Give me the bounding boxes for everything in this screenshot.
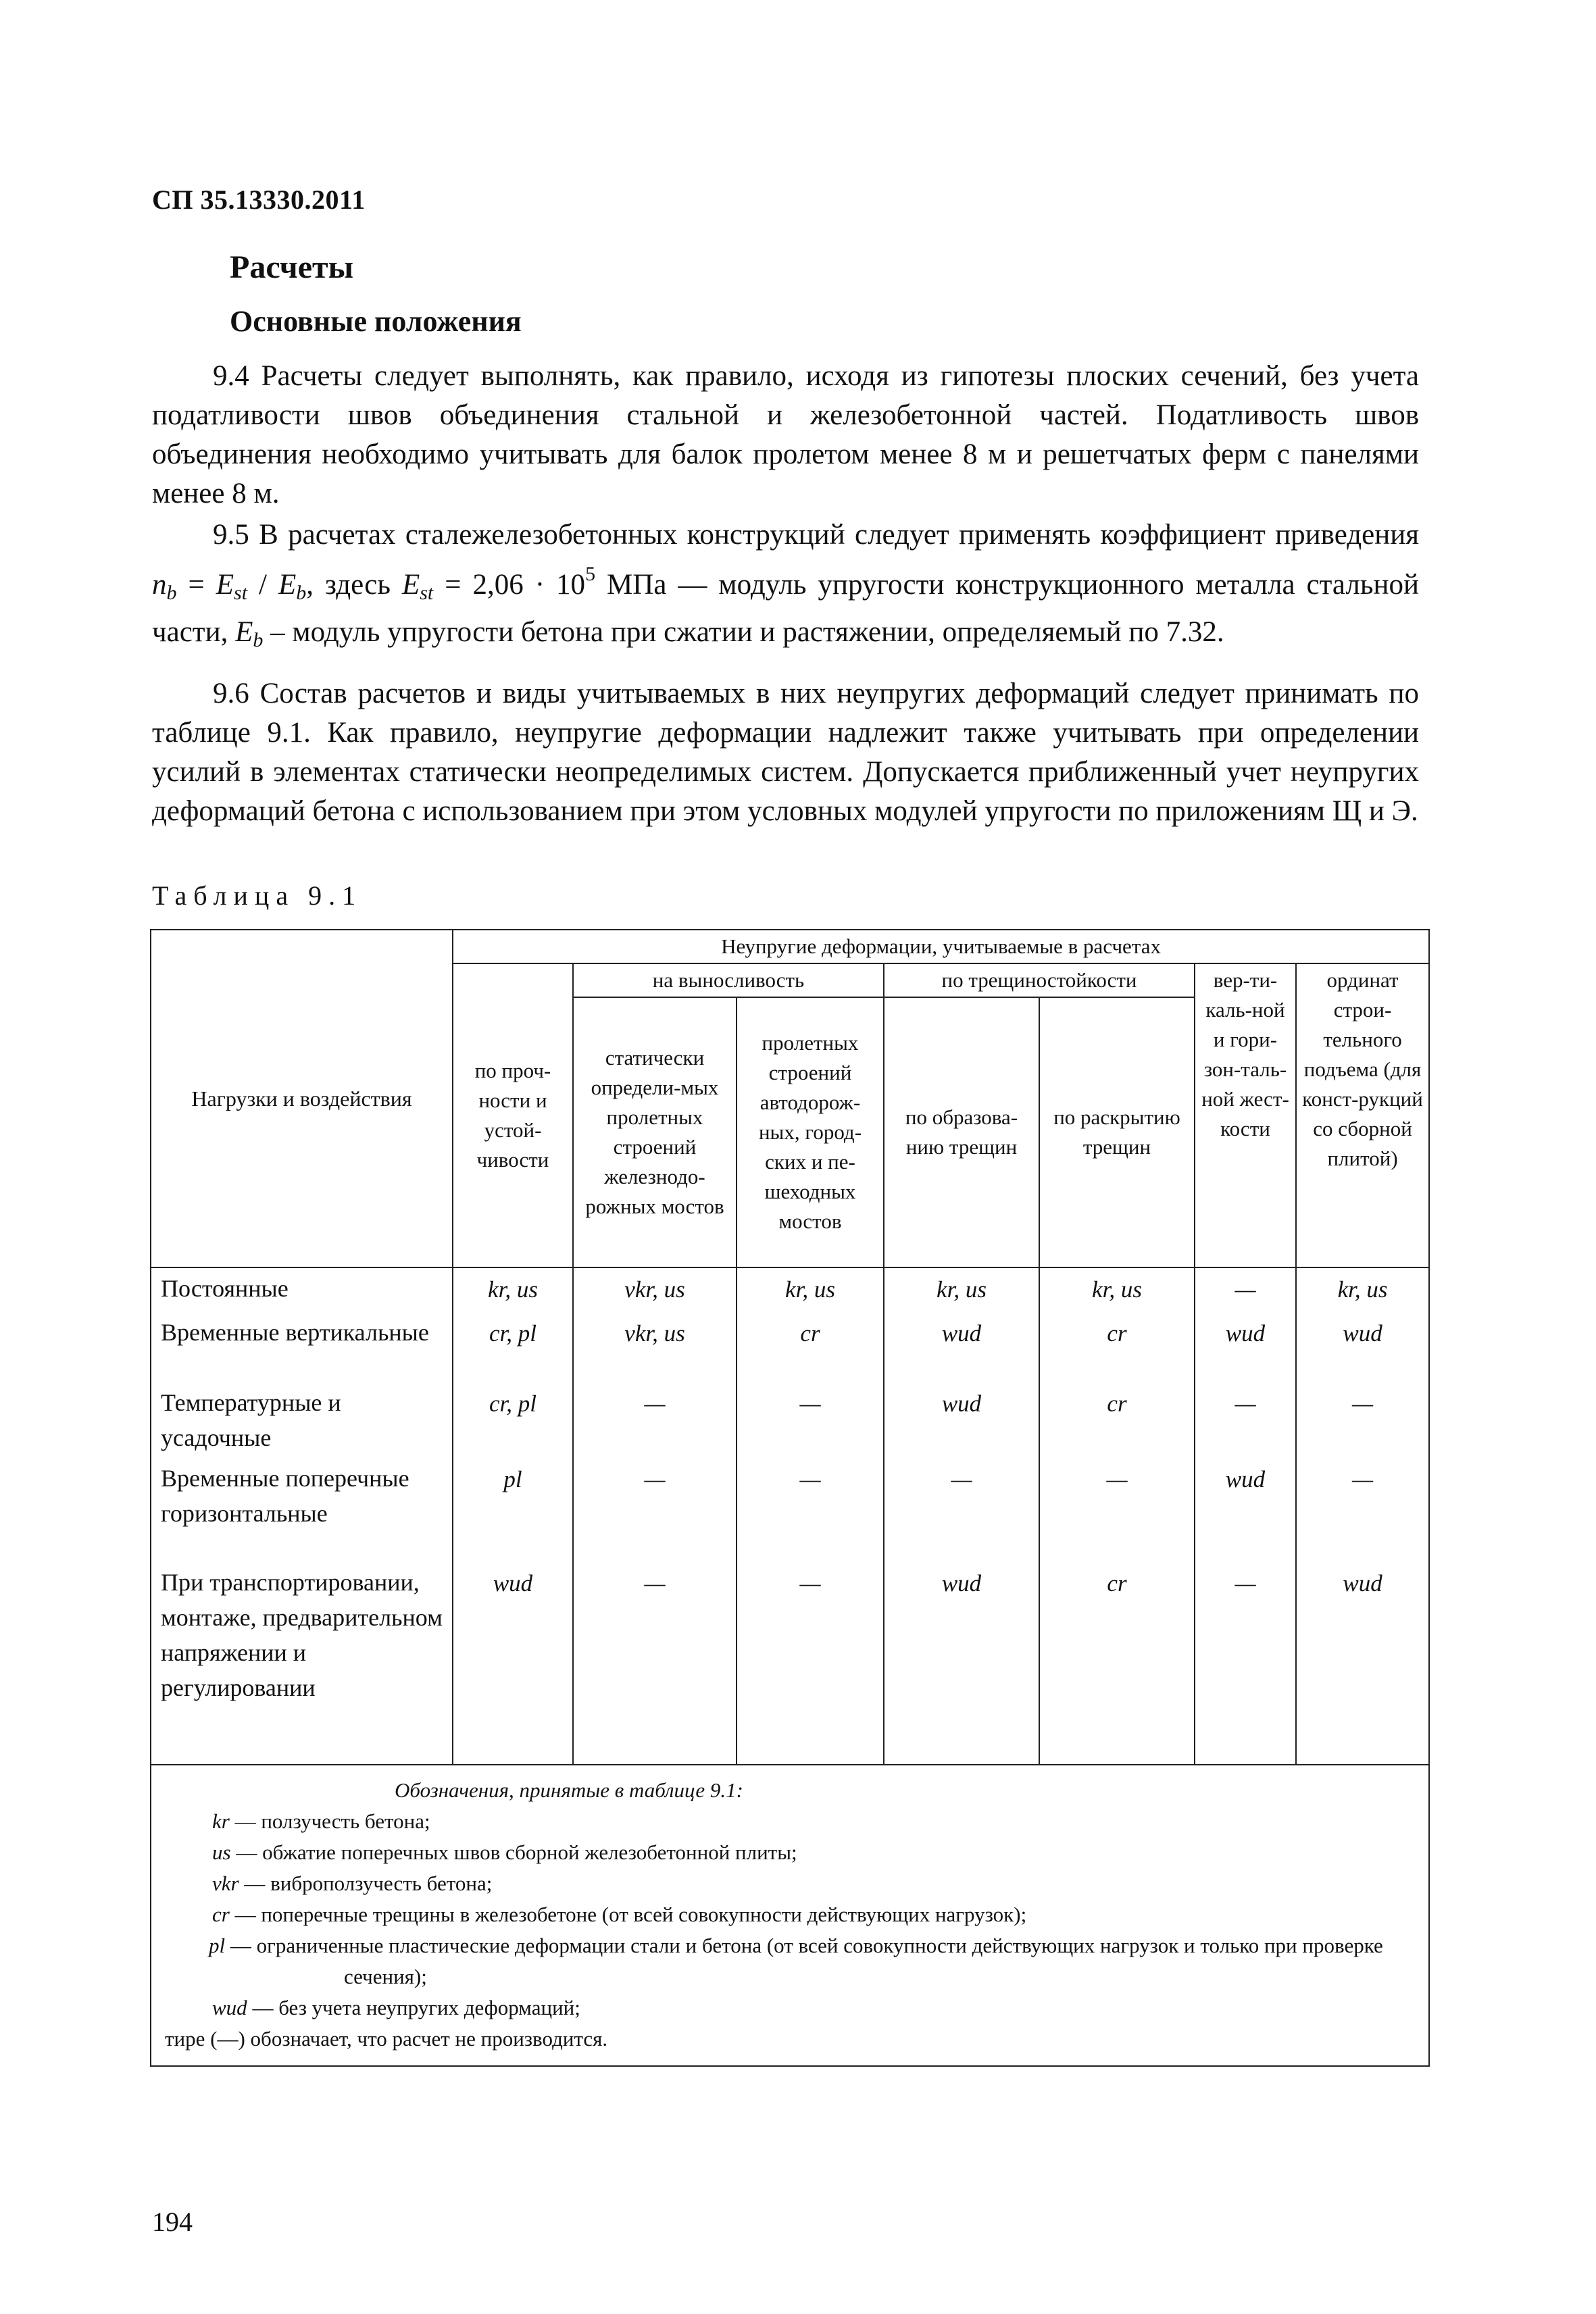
formula-power: 5 [585,563,596,585]
formula-eq: = [176,569,216,601]
row-label: При транспортировании, монтаже, предварительном напряжении и регулировании [151,1562,453,1765]
paragraph-9-4-text: 9.4 Расчеты следует выполнять, как правило, исходя из гипотезы плоских сечений, без учета податливости швов объединения стальной и железобетонной частей. Податливость швов объединения необходимо учитывать для балок пролетом менее 8 м и решетчатых ферм с панелями менее 8 м. [152,360,1419,509]
table-cell: — [1296,1458,1429,1562]
table-cell: — [737,1562,884,1765]
note-key: us [212,1840,231,1864]
table-cell: kr, us [1296,1267,1429,1312]
table-cell: wud [1195,1312,1296,1382]
table-row [151,1458,1429,1562]
note-text: — ограниченные пластические деформации стали и бетона (от всей совокупности действующих нагрузок и только при проверке сечения); [225,1934,1383,1988]
formula-n: n [152,569,167,601]
note-item [165,1837,1415,1868]
paragraph-9-6-text: 9.6 Состав расчетов и виды учитываемых в них неупругих деформаций следует принимать по таблице 9.1. Как правило, неупругие деформации надлежит также учитывать при определении усилий в элементах статически неопределимых систем. Допускается приближенный учет неупругих деформаций бетона с использованием при этом условных модулей упругости по приложениям Щ и Э. [152,678,1419,827]
formula-eb-2-sub: b [253,629,264,651]
table-9-1 [150,929,1430,2067]
table-cell: wud [1296,1562,1429,1765]
formula-slash: / [247,569,278,601]
table-cell: — [573,1458,737,1562]
table-row [151,1267,1429,1312]
table-cell: wud [884,1312,1039,1382]
table-cell: cr, pl [453,1312,573,1382]
header-endurance: на выносливость [573,963,884,997]
p95-text-d: МПа — модуль упругости конструкционного металла стальной части, [152,569,1419,648]
table-cell: wud [1296,1312,1429,1382]
table-cell: wud [1195,1458,1296,1562]
p95-text-b: , здесь [306,569,402,601]
table-cell: kr, us [884,1267,1039,1312]
note-item [165,1992,1415,2023]
page-number: 194 [152,2207,193,2237]
note-text: — ползучесть бетона; [229,1809,430,1833]
p95-text-e: – модуль упругости бетона при сжатии и растяжении, определяемый по 7.32. [263,616,1224,648]
paragraph-9-5 [152,515,1419,660]
formula-eb-2: E [235,616,253,648]
table-notes [151,1765,1429,2066]
table-cell: wud [884,1382,1039,1458]
table-cell: — [1296,1382,1429,1458]
table-row [151,1312,1429,1382]
formula-eb: E [278,569,297,601]
header-crack: по трещиностойкости [884,963,1195,997]
table-cell: — [884,1458,1039,1562]
row-label: Температурные и усадочные [151,1382,453,1458]
formula-est-sub: st [234,582,248,604]
formula-est-2-sub: st [420,582,434,604]
note-item [165,1868,1415,1899]
formula-eb-sub: b [296,582,307,604]
formula-n-sub: b [166,582,177,604]
table-cell: wud [453,1562,573,1765]
section-title: Расчеты [230,249,354,285]
table-cell: vkr, us [573,1312,737,1382]
table-cell: wud [884,1562,1039,1765]
note-key: kr [212,1809,230,1833]
header-loads: Нагрузки и воздействия [151,930,453,1267]
notes-title: Обозначения, принятые в таблице 9.1: [395,1778,743,1802]
table-row [151,1382,1429,1458]
document-code: СП 35.13330.2011 [152,184,366,215]
table-row [151,1562,1429,1765]
row-label: Временные вертикальные [151,1312,453,1382]
paragraph-9-6 [152,674,1419,831]
table-cell: pl [453,1458,573,1562]
table-cell: — [573,1382,737,1458]
note-key: wud [212,1996,247,2019]
note-item [165,2023,1415,2055]
formula-est-2: E [401,569,420,601]
row-label: Временные поперечные горизонтальные [151,1458,453,1562]
note-item [165,1930,1415,1992]
table-cell: cr [1039,1312,1195,1382]
header-group: Неупругие деформации, учитываемые в расчетах [453,930,1429,963]
p95-text-c: = 2,06 · 10 [433,569,586,601]
table-cell: — [737,1458,884,1562]
table-cell: — [737,1382,884,1458]
note-key: vkr [212,1871,239,1895]
table-cell: — [1039,1458,1195,1562]
subsection-title: Основные положения [230,305,522,338]
note-item [165,1806,1415,1837]
p95-text-a: 9.5 В расчетах сталежелезобетонных конструкций следует применять коэффициент приведения [213,519,1419,551]
note-text: — обжатие поперечных швов сборной железобетонной плиты; [230,1840,797,1864]
paragraph-9-4 [152,357,1419,513]
table-cell: — [1195,1562,1296,1765]
table-cell: vkr, us [573,1267,737,1312]
note-item [165,1899,1415,1930]
table-cell: — [1195,1267,1296,1312]
note-text: — виброползучесть бетона; [239,1871,493,1895]
header-col3: пролетных строений автодорож-ных, город-ских и пе-шеходных мостов [737,997,884,1267]
header-col2: статически определи-мых пролетных строений железнодо-рожных мостов [573,997,737,1267]
formula-est: E [216,569,234,601]
table-caption: Таблица 9.1 [152,880,363,911]
header-col7: ординат строи-тельного подъема (для конст-рукций со сборной плитой) [1296,963,1429,1267]
note-text: — поперечные трещины в железобетоне (от всей совокупности действующих нагрузок); [229,1903,1027,1926]
header-col6: вер-ти-каль-ной и гори-зон-таль-ной жест-кости [1195,963,1296,1267]
note-key: cr [212,1903,230,1926]
table-cell: cr [737,1312,884,1382]
table-cell: cr [1039,1382,1195,1458]
header-col4: по образова-нию трещин [884,997,1039,1267]
note-text: тире (—) обозначает, что расчет не производится. [165,2027,608,2051]
table-cell: kr, us [453,1267,573,1312]
table-cell: — [1195,1382,1296,1458]
table-cell: kr, us [737,1267,884,1312]
notes-row [151,1765,1429,2066]
table-cell: cr [1039,1562,1195,1765]
note-text: — без учета неупругих деформаций; [247,1996,580,2019]
table-cell: — [573,1562,737,1765]
header-col5: по раскрытию трещин [1039,997,1195,1267]
table-cell: cr, pl [453,1382,573,1458]
note-key: pl [209,1934,226,1957]
header-col1: по проч-ности и устой-чивости [453,963,573,1267]
table-cell: kr, us [1039,1267,1195,1312]
row-label: Постоянные [151,1267,453,1312]
